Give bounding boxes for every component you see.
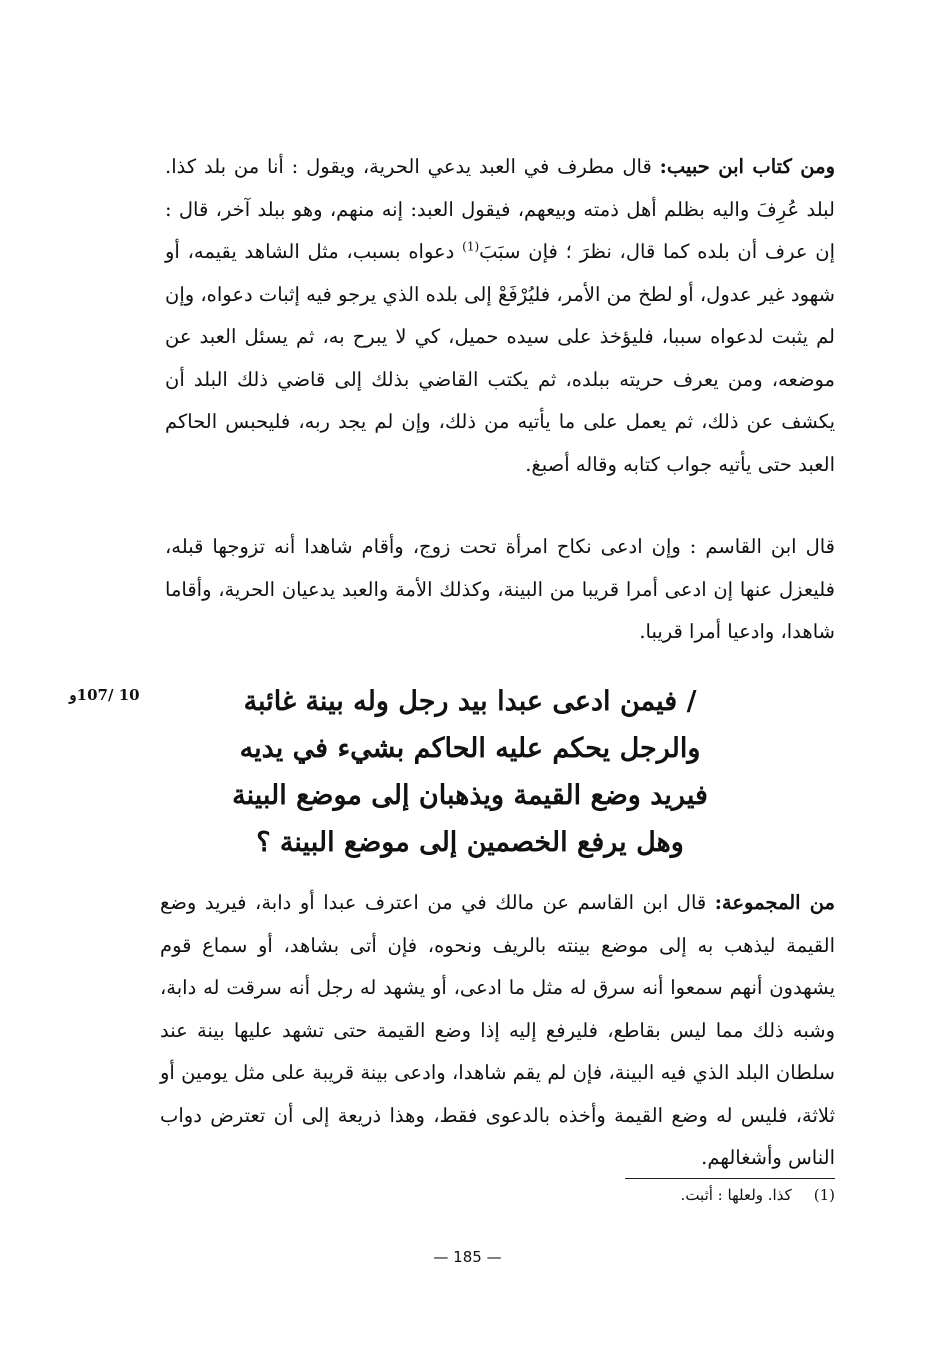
heading-line-4: وهل يرفع الخصمين إلى موضع البينة ؟ — [256, 827, 684, 858]
paragraph-text-continued: دعواه بسبب، مثل الشاهد يقيمه، أو شهود غير عدول، أو لطخ من الأمر، فليُرْفَعْ إلى بلده الذي يرجو فيه إثبات دعواه، وإن لم يثبت لدعواه سببا، فليؤخذ على سيده حميل، كي لا يبرح به، ثم يسئل العبد عن موضعه، ومن يعرف حريته ببلده، ثم يكتب القاضي بذلك إلى قاضي ذلك البلد أن يكشف عن ذلك، ثم يعمل على ما يأتيه من ذلك، وإن لم يجد ربه، فليحبس الحاكم العبد حتى يأتيه جواب كتابه وقاله أصبغ. — [165, 240, 835, 476]
paragraph-ibn-habib — [165, 146, 835, 486]
page-number: — 185 — — [433, 1248, 502, 1266]
footnote — [440, 1182, 835, 1208]
footnote-text: كذا. ولعلها : أثبت. — [680, 1186, 792, 1204]
heading-line-3: فيريد وضع القيمة ويذهبان إلى موضع البينة — [232, 780, 708, 811]
paragraph-text: قال مطرف في العبد يدعي الحرية، ويقول : أنا من بلد كذا. لبلد عُرِفَ واليه بظلم أهل ذمته وبيعهم، فيقول العبد: إنه منهم، وهو ببلد آخر، قال : إن عرف أن بلده كما قال، نظرَ ؛ فإن سبَبَ — [165, 155, 836, 263]
footnote-number: (1) — [813, 1186, 835, 1204]
paragraph-al-majmuah — [160, 882, 835, 1180]
paragraph-ibn-al-qasim — [165, 526, 835, 654]
paragraph-lead: من المجموعة: — [714, 891, 835, 914]
paragraph-lead: ومن كتاب ابن حبيب: — [659, 155, 835, 178]
heading-line-2: والرجل يحكم عليه الحاكم بشيء في يديه — [239, 733, 701, 764]
margin-folio-reference: 10 /107و — [69, 686, 140, 704]
paragraph-text: قال ابن القاسم : وإن ادعى نكاح امرأة تحت زوج، وأقام شاهدا أنه تزوجها قبله، فليعزل عنها إن ادعى أمرا قريبا من البينة، وكذلك الأمة والعبد يدعيان الحرية، وأقاما شاهدا، وادعيا أمرا قريبا. — [165, 535, 835, 643]
heading-line-1: / فيمن ادعى عبدا بيد رجل وله بينة غائبة — [243, 686, 697, 717]
section-heading — [200, 678, 740, 866]
footnote-divider — [625, 1178, 835, 1179]
footnote-reference[interactable]: (1) — [462, 239, 480, 254]
paragraph-text: قال ابن القاسم عن مالك في من اعترف عبدا أو دابة، فيريد وضع القيمة ليذهب به إلى موضع بينته بالريف ونحوه، فإن أتى بشاهد، أو سماع قوم يشهدون أنهم سمعوا أنه سرق له مثل ما ادعى، أو يشهد له رجل أنه سرقت له دابة، وشبه ذلك مما ليس بقاطع، فليرفع إليه إذا وضع القيمة حتى تشهد عليها بينة عند سلطان البلد الذي فيه البينة، فإن لم يقم شاهدا، وادعى بينة قريبة على مثل يومين أو ثلاثة، فليس له وضع القيمة وأخذه بالدعوى فقط، وهذا ذريعة إلى أن تعترض دواب الناس وأشغالهم. — [160, 891, 835, 1169]
